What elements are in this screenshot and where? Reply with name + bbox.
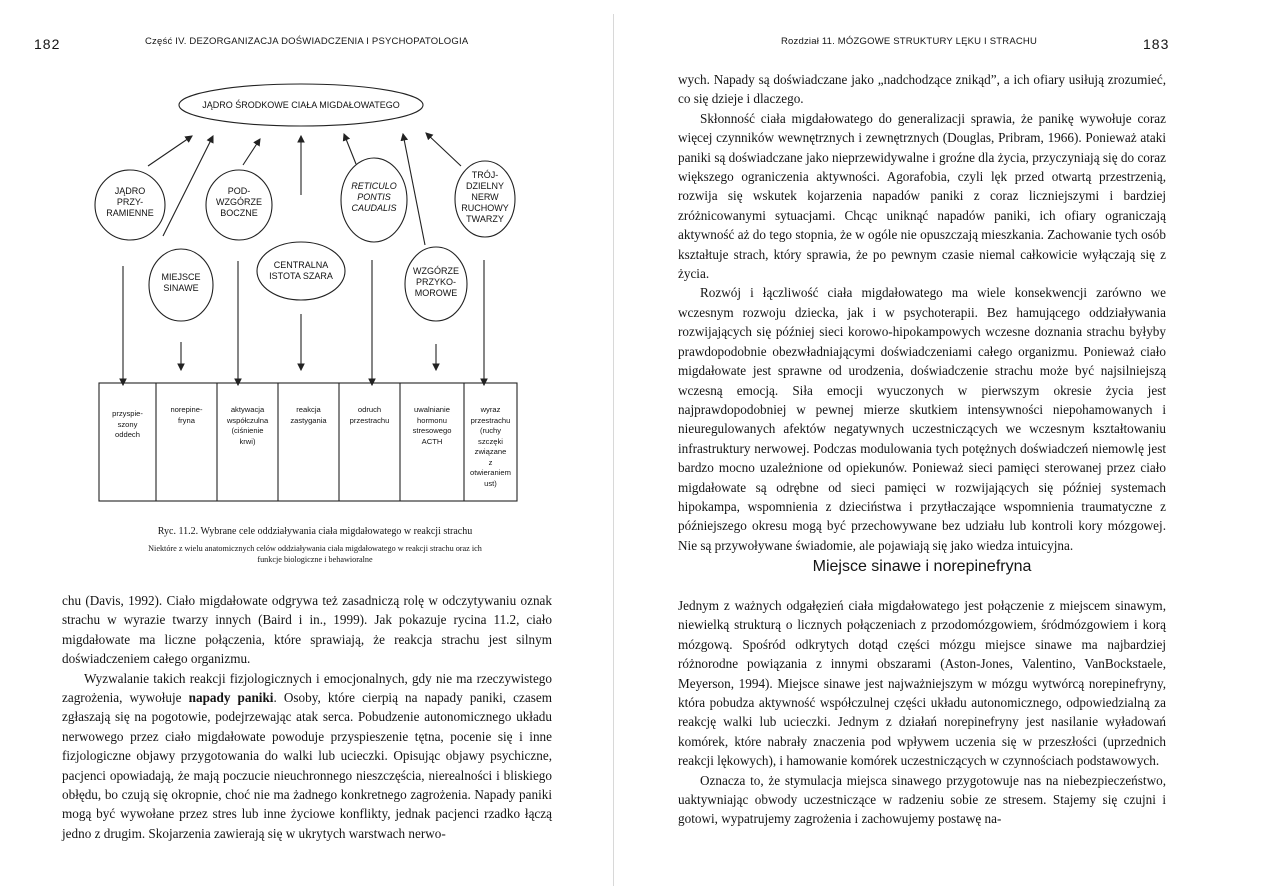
node-label: RETICULO [351,181,397,191]
effect-cell-4: reakcja zastygania [290,405,327,425]
node-label: ISTOTA SZARA [269,271,333,281]
page-gutter [613,14,614,886]
node-label: CAUDALIS [351,203,397,213]
node-label: WZGÓRZE [216,197,262,207]
node-label: PRZYKO- [415,277,457,287]
central-nucleus-label: JĄDRO ŚRODKOWE CIAŁA MIGDAŁOWATEGO [202,100,400,110]
effect-cell-5: odruch przestrachu [349,405,390,425]
node-label: RUCHOWY [461,203,509,213]
node-label: MIEJSCE [161,272,201,282]
node-label: DZIELNY [465,181,505,191]
right-page-body-bottom [678,596,1166,829]
effect-cell-2: norepine- fryna [170,405,203,425]
figure-caption-description: Niektóre z wielu anatomicznych celów oddziaływania ciała migdałowatego w reakcji strachu oraz ich funkcje biologiczne i behawioralne [148,544,482,564]
paragraph: Wyzwalanie takich reakcji fizjologicznych i emocjonalnych, gdy nie ma rzeczywistego zagrożenia, wywołuje napady paniki. Osoby, które cierpią na napady paniki, czasem zgłaszają się na pogotowie, podejrzewając atak serca. Pobudzenie autonomicznego układu nerwowego przez ciało migdałowate powoduje przyspieszenie tętna, pocenie się i inne fizjologiczne objawy przygotowania do walki lub ucieczki. Opisując objawy psychiczne, pacjenci opowiadają, że mają poczucie nieuchronnego nieszczęścia, nierealności i bliskiego obłędu, bo czują się okropnie, choć nie ma żadnego konkretnego zagrożenia. Napady paniki mogą być wywołane przez stres lub inne życiowe konflikty, jednak pacjenci rzadko łączą jedno z drugim. Skojarzenia zawierają się w ukrytych warstwach nerwo- [62,670,552,841]
effect-cell-7: wyraz przestrachu (ruchy szczęki związane z otwieraniem ust) [470,405,511,488]
effect-cell-3: aktywacja współczulna (ciśnienie krwi) [226,405,269,446]
node-label: POD- [227,186,251,196]
paragraph: Rozwój i łączliwość ciała migdałowatego ma wiele konsekwencji zarówno we wczesnym rozwoju dziecka, jak i w psychoterapii. Bez hamującego oddziaływania rozwijających się później sieci korowo-hipokampowych wczesne doznania strachu byłyby prawdopodobnie obezwładniającymi doświadczeniami całego organizmu. Ponieważ ciało migdałowate jest sprawne od urodzenia, doświadczenie strachu może być najsilniejszą wczesną emocją. Siła emocji wyuczonych w pierwszym okresie życia jest najprawdopodobniej w pewnej mierze skutkiem intensywności niepohamowanych i nieuregulowanych afektów negatywnych uczestniczących we wczesnym kształtowaniu infrastruktury nerwowej. Podczas modulowania tych potężnych doświadczeń niemowlę jest bardzo mocno uzależnione od opiekunów. Ponieważ sieci pamięci sterowanej przez ciało migdałowate są odrębne od sieci pamięci w rozwijających się później systemach hipokampa, wspomnienia z dzieciństwa i przytłaczające wspomnienia traumatyczne z późniejszego okresu mogą być przechowywane bez udziału lub kontroli kory mózgowej. Nie są przywoływane świadomie, ale pojawiają się jako wiedza intuicyjna. [678,285,1166,553]
node-label: JĄDRO [114,186,146,196]
paragraph: Skłonność ciała migdałowatego do generalizacji sprawia, że panikę wywołuje coraz więcej czynników wewnętrznych i zewnętrznych (Douglas, Pribram, 1966). Ponieważ ataki paniki są doświadczane jako nieprzewidywalne i groźne dla życia, przyczyniają się do coraz większego ograniczenia aktywności. Agorafobia, czyli lęk przed otwartą przestrzenią, rozwija się wskutek kojarzenia napadów paniki z coraz liczniejszymi i bardziej zróżnicowanymi sytuacjami. Chcąc uniknąć napadów paniki, ich ofiary ograniczają aktywność aż do tego stopnia, że w ogóle nie opuszczają mieszkania. Zachowanie tych osób kształtuje strach, który sprawia, że po pewnym czasie niemal całkowicie wyłączają się z życia. [678,110,1166,282]
node-label: CENTRALNA [273,260,329,270]
paragraph: Oznacza to, że stymulacja miejsca sinawego przygotowuje nas na niebezpieczeństwo, uaktywniając obwody uczestniczące w radzeniu sobie ze stresem. Stajemy się czujni i gotowi, wypatrujemy zagrożenia i zachowujemy postawę na- [678,772,1166,827]
node-label: BOCZNE [220,208,258,218]
figure-caption-title: Ryc. 11.2. Wybrane cele oddziaływania ciała migdałowatego w reakcji strachu [157,526,473,537]
node-label: PRZY- [116,197,144,207]
running-head-right: Rozdział 11. MÓZGOWE STRUKTURY LĘKU I STRACHU [781,36,1038,47]
node-label: MOROWE [414,288,458,298]
effect-cell-6: uwalnianie hormonu stresowego ACTH [412,405,452,446]
node-label: PONTIS [357,192,391,202]
node-label: TWARZY [466,214,504,224]
right-page-body-top [678,70,1166,555]
node-label: TRÓJ- [471,170,499,180]
page-number-right: 183 [1143,36,1170,52]
paragraph: Jednym z ważnych odgałęzień ciała migdałowatego jest połączenie z miejscem sinawym, niewielką strukturą o licznych połączeniach z przodomózgowiem, śródmózgowiem i korą mózgową. Spośród odkrytych dotąd części mózgu miejsce sinawe ma najbardziej różnorodne powiązania z innymi obszarami (Aston-Jones, Valentino, VanBockstaele, Meyerson, 1994). Miejsce sinawe jest najważniejszym w mózgu wytwórcą norepinefryny, która pobudza aktywność współczulnej części układu autonomicznego, odpowiedzialną za reakcję walki lub ucieczki. Jednym z działań norepinefryny jest nasilanie wyładowań komórek, które nabrały znaczenia pod wpływem uczenia się w przeszłości (uprzednich reakcji lękowych), i hamowanie komórek uczestniczących w czynnościach podstawowych. [678,598,1166,769]
node-label: NERW [471,192,499,202]
paragraph: chu (Davis, 1992). Ciało migdałowate odgrywa też zasadniczą rolę w odczytywaniu oznak strachu w wyrazie twarzy innych (Baird i in., 1999). Jak pokazuje rycina 11.2, ciało migdałowate ma liczne połączenia, które sprawiają, że reakcja strachu jest silnym doświadczeniem całego organizmu. [62,593,552,667]
node-label: SINAWE [163,283,199,293]
page-number-left: 182 [34,36,61,52]
paragraph: wych. Napady są doświadczane jako „nadchodzące znikąd”, a ich ofiary usiłują zrozumieć, co się dzieje i dlaczego. [678,72,1166,107]
effect-cell-1: przyspie- szony oddech [112,409,143,439]
section-heading: Miejsce sinawe i norepinefryna [812,558,1032,575]
running-head-left: Część IV. DEZORGANIZACJA DOŚWIADCZENIA I PSYCHOPATOLOGIA [145,36,469,47]
node-label: RAMIENNE [106,208,154,218]
emphasis: napady paniki [188,690,274,706]
left-page-body [62,591,552,843]
node-label: WZGÓRZE [413,266,459,276]
